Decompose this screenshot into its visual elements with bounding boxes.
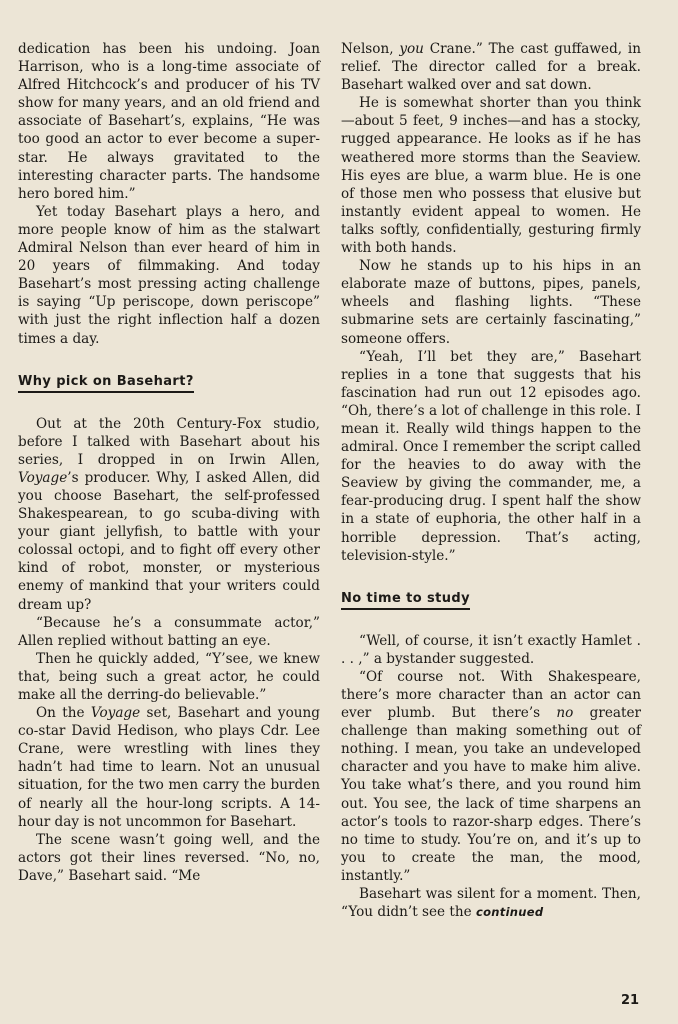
text-run: Out at the 20th Century-Fox studio, before I talked with Basehart about his series, I dropped in on Irwin Allen, <box>18 415 320 468</box>
right-column <box>341 40 641 921</box>
section-heading-wrap <box>341 587 641 610</box>
text-run: On the <box>36 705 91 722</box>
text-run: Crane.” The cast guffawed, in relief. The director called for a break. Basehart walked over and sat down. <box>341 41 641 94</box>
text-run: greater challenge than making something out of nothing. I mean, you take an undeveloped character and you have to make him alive. You take what’s there, and you round him out. You see, the lack of time sharpens an actor’s tools to razor-sharp edges. There’s no time to study. You’re on, and it’s up to you to create the man, the mood, instantly.” <box>341 705 641 884</box>
text-run: “Of course not. With Shakespeare, there’s more character than an actor can ever plumb. But there’s <box>341 668 641 722</box>
paragraph: The scene wasn’t going well, and the actors got their lines reversed. “No, no, Dave,” Basehart said. “Me <box>18 831 320 884</box>
paragraph: Yet today Basehart plays a hero, and more people know of him as the stalwart Admiral Nelson than ever heard of him in 20 years of filmmaking. And today Basehart’s most pressing acting challenge is saying “Up periscope, down periscope” with just the right inflection half a dozen times a day. <box>18 203 320 347</box>
text-run: Nelson, <box>341 41 400 57</box>
text-run: ’s producer. Why, I asked Allen, did you choose Basehart, the self-professed Shakespearean, to go scuba-diving with your giant jellyfish, to battle with your colossal octopi, and to fight off every other kind of robot, monster, or mysterious enemy of mankind that your writers could dream up? <box>18 469 320 613</box>
italic-text: Voyage <box>90 705 141 722</box>
section-heading: No time to study <box>341 591 470 610</box>
italic-text: you <box>399 41 424 57</box>
paragraph <box>341 40 641 94</box>
text-run: Basehart was silent for a moment. Then, “You didn’t see the <box>341 886 641 921</box>
page-number: 21 <box>621 993 640 1008</box>
italic-text: Voyage <box>18 469 68 486</box>
italic-text: no <box>556 705 574 722</box>
section-heading-wrap <box>18 370 320 393</box>
section-heading: Why pick on Basehart? <box>18 374 194 393</box>
paragraph: He is somewhat shorter than you think—about 5 feet, 9 inches—and has a stocky, rugged appearance. He looks as if he has weathered more storms than the Seaview. His eyes are blue, a warm blue. He is one of those men who possess that elusive but instantly evident appeal to women. He talks softly, confidentially, gesturing firmly with both hands. <box>341 95 641 257</box>
paragraph <box>341 668 641 885</box>
paragraph: Then he quickly added, “Y’see, we knew that, being such a great actor, he could make all the derring-do believable.” <box>18 650 320 703</box>
paragraph: Now he stands up to his hips in an elaborate maze of buttons, pipes, panels, wheels and flashing lights. “These submarine sets are certainly fascinating,” someone offers. <box>341 258 641 347</box>
paragraph <box>18 704 320 831</box>
paragraph: “Because he’s a consummate actor,” Allen replied without batting an eye. <box>18 614 320 649</box>
left-column <box>18 40 320 885</box>
text-run: set, Basehart and young co-star David Hedison, who plays Cdr. Lee Crane, were wrestling with lines they hadn’t had time to learn. Not an unusual situation, for the two men carry the burden of nearly all the hour-long scripts. A 14-hour day is not uncommon for Basehart. <box>18 705 320 830</box>
paragraph: “Well, of course, it isn’t exactly Hamlet . . . ,” a bystander suggested. <box>341 632 641 667</box>
paragraph <box>18 415 320 614</box>
paragraph: dedication has been his undoing. Joan Harrison, who is a long-time associate of Alfred Hitchcock’s and producer of his TV show for many years, and an old friend and associate of Basehart’s, explains, “He was too good an actor to ever become a super-star. He always gravitated to the interesting character parts. The handsome hero bored him.” <box>18 41 320 202</box>
paragraph: “Yeah, I’ll bet they are,” Basehart replies in a tone that suggests that his fascination had run out 12 episodes ago. “Oh, there’s a lot of challenge in this role. I mean it. Really wild things happen to the admiral. Once I remember the script called for the heavies to do away with the Seaview by giving the commander, me, a fear-producing drug. I spent half the show in a state of euphoria, the other half in a horrible depression. That’s acting, television-style.” <box>341 348 641 564</box>
paragraph <box>341 885 641 921</box>
continued-tag: continued <box>475 905 544 920</box>
